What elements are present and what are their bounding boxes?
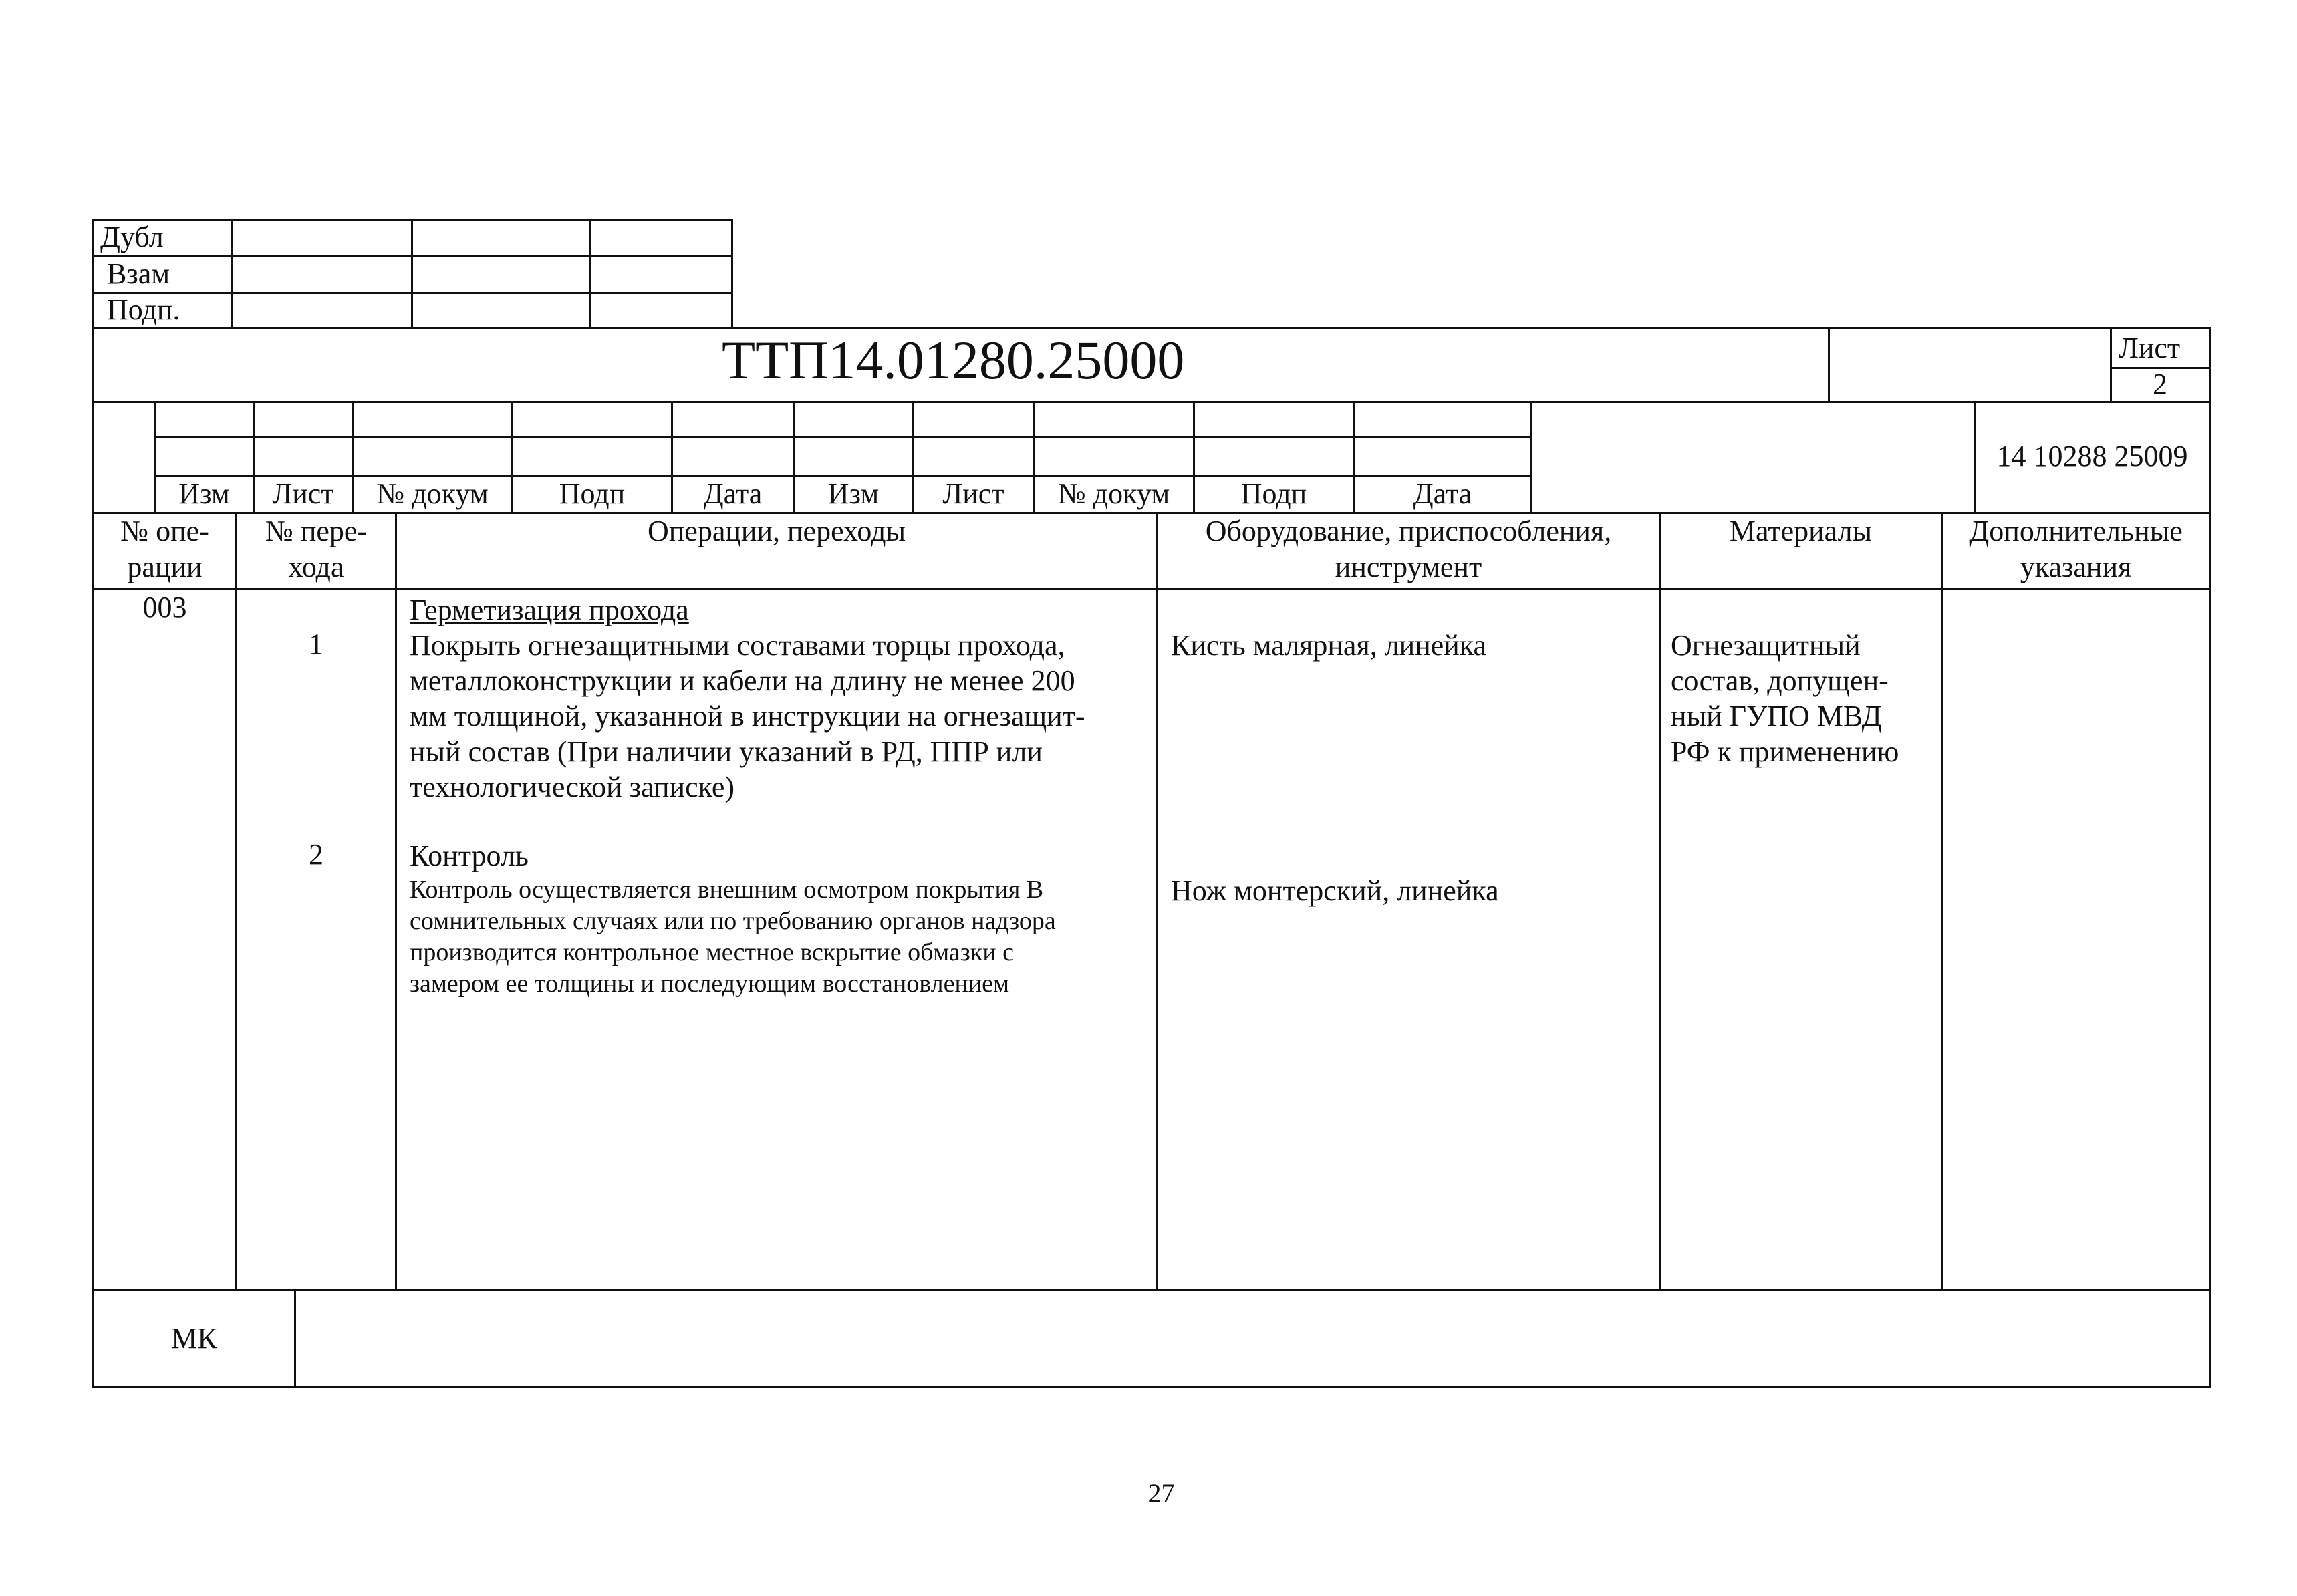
materials-line: РФ к применению <box>1671 735 1899 768</box>
header-op-number-line2: рации <box>127 551 202 583</box>
step-1-materials <box>1671 628 1899 769</box>
stamp-vzam-label: Взам <box>107 257 170 290</box>
step-1-line: ный состав (При наличии указаний в РД, ППР или <box>410 735 1043 768</box>
header-extra-line1: Дополнительные <box>1969 515 2183 547</box>
mk-label: МК <box>171 1322 217 1355</box>
step-2-title: Контроль <box>410 839 529 872</box>
header-operations: Операции, переходы <box>647 515 906 547</box>
header-step-number-line2: хода <box>288 551 344 583</box>
document-number: ТТП14.01280.25000 <box>722 329 1185 390</box>
document-code: 14 10288 25009 <box>1996 440 2188 473</box>
step-2-line: Контроль осуществляется внешним осмотром покрытия В <box>410 876 1044 904</box>
sheet-label: Лист <box>2119 331 2181 364</box>
step-2-line: замером ее толщины и последующим восстановлением <box>410 970 1010 998</box>
materials-line: Огнезащитный <box>1671 629 1861 662</box>
step-1-line: металлоконструкции и кабели на длину не менее 200 <box>410 664 1075 697</box>
rev-col-data-1: Дата <box>703 477 763 510</box>
operation-number: 003 <box>142 591 187 624</box>
step-2-line: сомнительных случаях или по требованию органов надзора <box>410 907 1056 935</box>
header-equipment-line1: Оборудование, приспособления, <box>1205 515 1612 547</box>
step-2-number: 2 <box>309 838 323 871</box>
step-2-description <box>410 874 1056 1000</box>
rev-col-list-2: Лист <box>942 477 1004 510</box>
materials-line: ный ГУПО МВД <box>1671 700 1882 733</box>
header-equipment-line2: инструмент <box>1335 551 1482 583</box>
header-op-number-line1: № опе- <box>120 515 209 547</box>
stamp-podp-label: Подп. <box>107 293 180 326</box>
rev-col-izm-2: Изм <box>827 477 880 510</box>
step-1-line: технологической записке) <box>410 771 735 803</box>
header-step-number-line1: № пере- <box>265 515 368 547</box>
header-materials: Материалы <box>1729 515 1873 547</box>
stamp-dubl-label: Дубл <box>100 221 164 253</box>
step-1-description <box>410 628 1085 805</box>
materials-line: состав, допущен- <box>1671 664 1889 697</box>
operation-title: Герметизация прохода <box>410 593 689 626</box>
step-2-line: производится контрольное местное вскрытие обмазки с <box>410 938 1014 966</box>
step-1-line: Покрыть огнезащитными составами торцы прохода, <box>410 629 1065 662</box>
step-1-line: мм толщиной, указанной в инструкции на огнезащит- <box>410 700 1085 733</box>
rev-col-list-1: Лист <box>272 477 334 510</box>
rev-col-podp-2: Подп <box>1240 477 1307 510</box>
step-1-number: 1 <box>309 628 323 660</box>
rev-col-dokum-1: № докум <box>376 477 489 510</box>
step-2-equipment: Нож монтерский, линейка <box>1171 874 1499 907</box>
header-extra-line2: указания <box>2020 551 2132 583</box>
rev-col-izm-1: Изм <box>178 477 230 510</box>
rev-col-podp-1: Подп <box>559 477 626 510</box>
page-number: 27 <box>1147 1478 1175 1508</box>
rev-col-dokum-2: № докум <box>1057 477 1170 510</box>
rev-col-data-2: Дата <box>1413 477 1472 510</box>
step-1-equipment: Кисть малярная, линейка <box>1171 629 1487 662</box>
sheet-number: 2 <box>2153 368 2167 400</box>
